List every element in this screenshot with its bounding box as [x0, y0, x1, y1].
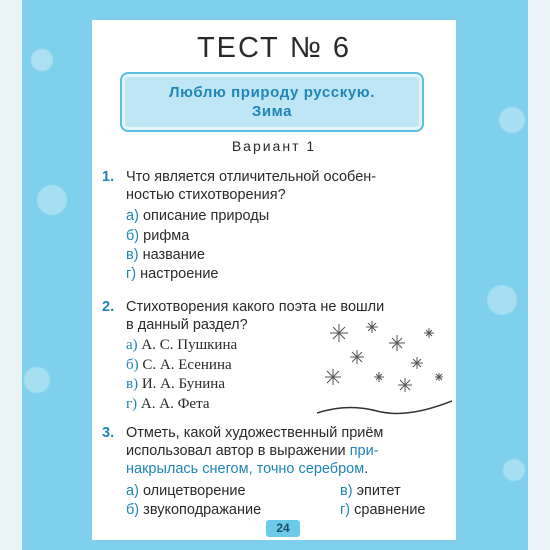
- q3-option-d-letter: г): [340, 502, 351, 518]
- question-2-number: 2.: [102, 299, 115, 315]
- question-1-line-2: ностью стихотворения?: [126, 187, 286, 203]
- snowflake-icon: [424, 328, 434, 338]
- q3-option-a-text: олицетворение: [142, 483, 246, 499]
- q1-option-a[interactable]: [126, 207, 269, 225]
- q2-option-d-text: А. А. Фета: [140, 396, 210, 412]
- q1-option-d[interactable]: [126, 265, 218, 283]
- snowflake-icon: [374, 372, 384, 382]
- question-1: [102, 168, 376, 204]
- topic-line-1: Люблю природу русскую.: [169, 84, 375, 101]
- q3-option-c-text: эпитет: [356, 483, 401, 499]
- q2-option-b-text: С. А. Есенина: [142, 357, 232, 373]
- snowflake-icon: [350, 350, 364, 364]
- q3-option-a[interactable]: [126, 482, 246, 500]
- q3-option-d-text: сравнение: [354, 502, 426, 518]
- topic-banner: [120, 72, 424, 132]
- question-2-line-2: в данный раздел?: [126, 317, 248, 333]
- question-3-number: 3.: [102, 425, 115, 441]
- question-3: [102, 424, 383, 478]
- page-number: 24: [266, 520, 300, 537]
- q1-option-c-letter: в): [126, 247, 139, 263]
- topic-line-2: Зима: [251, 103, 293, 120]
- q1-option-b[interactable]: [126, 227, 189, 245]
- q1-option-c[interactable]: [126, 246, 205, 264]
- worksheet-page: [92, 20, 456, 540]
- q1-option-c-text: название: [142, 247, 205, 263]
- q1-option-d-letter: г): [126, 266, 137, 282]
- snowflake-icon: [366, 321, 378, 333]
- question-1-number: 1.: [102, 169, 115, 185]
- q1-option-b-letter: б): [126, 228, 140, 244]
- question-3-quote-start: при-: [349, 443, 379, 459]
- q3-option-c-letter: в): [340, 483, 353, 499]
- variant-label: Вариант 1: [231, 138, 317, 154]
- q3-option-d[interactable]: [340, 501, 425, 519]
- q2-option-c-text: И. А. Бунина: [141, 376, 225, 392]
- question-3-line-3: [102, 460, 383, 478]
- page-title: ТЕСТ № 6: [196, 32, 352, 64]
- q2-option-a[interactable]: [126, 336, 237, 354]
- question-2-line-1: Стихотворения какого поэта не вошли: [126, 299, 385, 315]
- question-3-line-1: Отметь, какой художественный приём: [126, 425, 384, 441]
- snow-drift-line: [317, 401, 452, 413]
- snowflake-icon: [435, 373, 443, 381]
- q2-option-c-letter: в): [126, 376, 139, 392]
- snowflake-icon: [389, 335, 405, 351]
- q2-option-a-letter: а): [126, 337, 138, 353]
- snowflake-icon: [330, 324, 348, 342]
- snowflake-icon: [411, 357, 423, 369]
- q3-option-c[interactable]: [340, 482, 401, 500]
- question-3-quote: накрылась снегом, точно серебром: [126, 461, 365, 477]
- q1-option-d-text: настроение: [140, 266, 219, 282]
- q1-option-a-text: описание природы: [142, 208, 270, 224]
- q1-option-b-text: рифма: [143, 228, 190, 244]
- q3-option-b-letter: б): [126, 502, 140, 518]
- snowflakes-illustration: [317, 315, 452, 415]
- q2-option-b-letter: б): [126, 357, 139, 373]
- question-3-line-3-end: .: [364, 461, 369, 477]
- question-3-line-2: [102, 442, 383, 460]
- q2-option-c[interactable]: [126, 375, 225, 393]
- snowflake-icon: [325, 369, 341, 385]
- q2-option-a-text: А. С. Пушкина: [141, 337, 238, 353]
- q2-option-d[interactable]: [126, 395, 209, 413]
- q3-option-b-text: звукоподражание: [143, 502, 262, 518]
- question-1-line-1: Что является отличительной особен-: [126, 169, 377, 185]
- snowflake-icon: [398, 378, 412, 392]
- q2-option-b[interactable]: [126, 356, 232, 374]
- q3-option-a-letter: а): [126, 483, 139, 499]
- question-3-line-2-start: использовал автор в выражении: [126, 443, 346, 459]
- q2-option-d-letter: г): [126, 396, 138, 412]
- q1-option-a-letter: а): [126, 208, 139, 224]
- q3-option-b[interactable]: [126, 501, 261, 519]
